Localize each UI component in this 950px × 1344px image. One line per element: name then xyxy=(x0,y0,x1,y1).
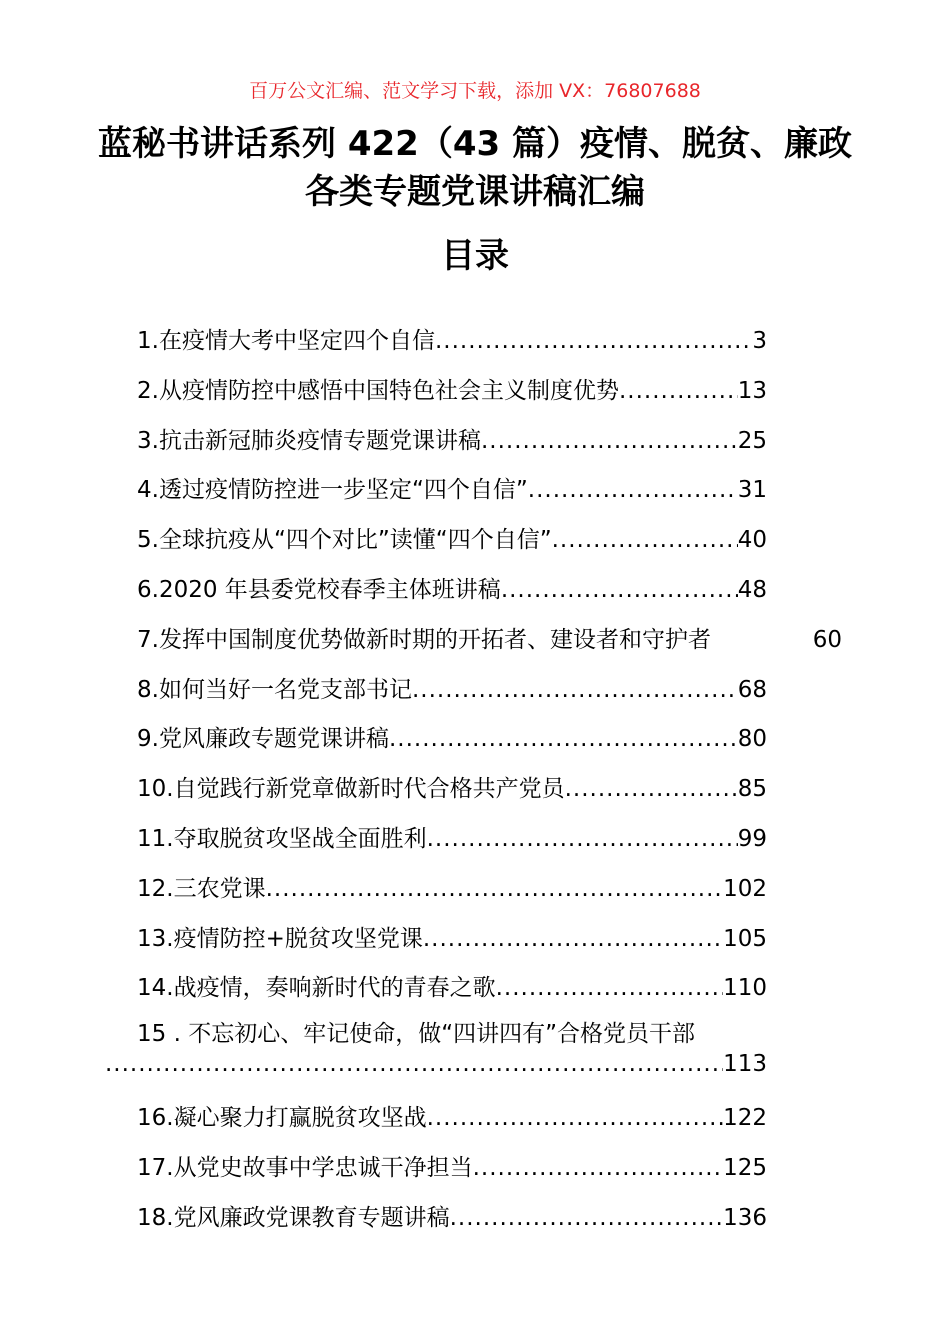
toc-entry[interactable]: 11 . 夺取脱贫攻坚战全面胜利 ..... 99 xyxy=(137,820,767,870)
toc-entry-number: 6 xyxy=(137,576,152,603)
toc-entry-title: 党风廉政专题党课讲稿 xyxy=(158,726,389,753)
toc-entry-number: 15 xyxy=(137,1021,167,1048)
toc-entry-number: 3 xyxy=(137,427,152,454)
leader-dots xyxy=(423,920,723,970)
leader-dots xyxy=(481,422,738,472)
leader-dots xyxy=(266,870,724,920)
toc-entry-title: 夺取脱贫攻坚战全面胜利 xyxy=(173,825,427,852)
leader-dots xyxy=(427,1099,724,1149)
leader-dots xyxy=(105,1049,723,1079)
toc-entry[interactable]: 15 . 不忘初心、牢记使命，做“四讲四有”合格党员干部 ..... 113 xyxy=(137,1019,767,1099)
toc-entry[interactable]: 13 . 疫情防控+脱贫攻坚党课 ..... 105 xyxy=(137,920,767,970)
toc-entry-page: 136 xyxy=(723,1204,767,1231)
toc-entry[interactable]: 12 . 三农党课 ..... 102 xyxy=(137,870,767,920)
leader-dots xyxy=(496,969,724,1019)
toc-entry-page: 80 xyxy=(737,726,767,753)
toc-entry[interactable]: 16 . 凝心聚力打赢脱贫攻坚战 ..... 122 xyxy=(137,1099,767,1149)
leader-dots xyxy=(435,322,752,372)
leader-dots xyxy=(711,621,813,671)
toc-entry-title: 发挥中国制度优势做新时期的开拓者、建设者和守护者 xyxy=(158,626,711,653)
toc-entry[interactable]: 14 . 战疫情，奏响新时代的青春之歌 ..... 110 xyxy=(137,969,767,1019)
toc-entry-title: 全球抗疫从“四个对比”读懂“四个自信” xyxy=(158,527,552,554)
toc-heading: 目录 xyxy=(441,236,509,276)
toc-entry-title: 凝心聚力打赢脱贫攻坚战 xyxy=(173,1105,427,1132)
watermark-banner: 百万公文汇编、范文学习下载，添加 VX：76807688 xyxy=(249,80,701,102)
table-of-contents xyxy=(137,322,842,1249)
toc-entry[interactable]: 1 . 在疫情大考中坚定四个自信 ..... 3 xyxy=(137,322,767,372)
leader-dots xyxy=(565,770,738,820)
toc-entry-page: 31 xyxy=(737,477,767,504)
toc-entry-page: 125 xyxy=(723,1154,767,1181)
toc-entry[interactable]: 6 . 2020 年县委党校春季主体班讲稿 ..... 48 xyxy=(137,571,767,621)
toc-entry-title: 抗击新冠肺炎疫情专题党课讲稿 xyxy=(158,427,481,454)
toc-entry-number: 1 xyxy=(137,328,152,354)
toc-entry-page: 110 xyxy=(723,975,767,1002)
leader-dots xyxy=(619,372,738,422)
toc-entry-page: 113 xyxy=(723,1051,767,1078)
toc-entry-page: 48 xyxy=(737,576,767,603)
toc-entry-number: 16 xyxy=(137,1105,167,1132)
toc-entry-title: 如何当好一名党支部书记 xyxy=(158,676,412,703)
toc-entry-page: 60 xyxy=(812,626,842,653)
toc-entry[interactable]: 10 . 自觉践行新党章做新时代合格共产党员 ..... 85 xyxy=(137,770,767,820)
toc-entry-page: 102 xyxy=(723,875,767,902)
toc-entry[interactable]: 4 . 透过疫情防控进一步坚定“四个自信” ..... 31 xyxy=(137,471,767,521)
toc-entry-page: 3 xyxy=(752,328,767,354)
toc-entry-page: 99 xyxy=(737,825,767,852)
toc-entry-title: 在疫情大考中坚定四个自信 xyxy=(158,328,435,354)
leader-dots xyxy=(450,1199,724,1249)
leader-dots xyxy=(473,1149,724,1199)
toc-entry-title: 疫情防控+脱贫攻坚党课 xyxy=(173,925,423,952)
toc-entry[interactable]: 5 . 全球抗疫从“四个对比”读懂“四个自信” ..... 40 xyxy=(137,521,767,571)
toc-entry[interactable]: 18 . 党风廉政党课教育专题讲稿 ..... 136 xyxy=(137,1199,767,1249)
toc-entry-number: 13 xyxy=(137,925,167,952)
toc-entry-title: 不忘初心、牢记使命，做“四讲四有”合格党员干部 xyxy=(188,1021,696,1048)
toc-entry-number: 4 xyxy=(137,477,152,504)
toc-entry-page: 25 xyxy=(737,427,767,454)
toc-entry-title: 透过疫情防控进一步坚定“四个自信” xyxy=(158,477,528,504)
toc-entry[interactable]: 7 . 发挥中国制度优势做新时期的开拓者、建设者和守护者 60 xyxy=(137,621,842,671)
leader-dots xyxy=(389,720,738,770)
toc-entry-page: 105 xyxy=(723,925,767,952)
leader-dots xyxy=(427,820,738,870)
leader-dots xyxy=(412,671,738,721)
toc-entry-page: 68 xyxy=(737,676,767,703)
toc-entry-page: 85 xyxy=(737,776,767,803)
toc-entry-title: 战疫情，奏响新时代的青春之歌 xyxy=(173,975,496,1002)
leader-dots xyxy=(552,521,738,571)
leader-dots xyxy=(501,571,738,621)
toc-entry-number: 10 xyxy=(137,776,167,803)
toc-entry-title: 从党史故事中学忠诚干净担当 xyxy=(173,1154,473,1181)
toc-entry-title: 2020 年县委党校春季主体班讲稿 xyxy=(158,576,501,603)
toc-entry[interactable]: 8 . 如何当好一名党支部书记 ..... 68 xyxy=(137,671,767,721)
leader-dots xyxy=(528,471,738,521)
toc-entry-number: 14 xyxy=(137,975,167,1002)
toc-entry-page: 40 xyxy=(737,527,767,554)
toc-entry[interactable]: 17 . 从党史故事中学忠诚干净担当 ..... 125 xyxy=(137,1149,767,1199)
toc-entry[interactable]: 9 . 党风廉政专题党课讲稿 ..... 80 xyxy=(137,720,767,770)
toc-entry[interactable]: 2 . 从疫情防控中感悟中国特色社会主义制度优势 ..... 13 xyxy=(137,372,767,422)
toc-entry-number: 8 xyxy=(137,676,152,703)
document-title: 蓝秘书讲话系列 422（43 篇）疫情、脱贫、廉政各类专题党课讲稿汇编 xyxy=(98,124,852,212)
toc-entry-number: 7 xyxy=(137,626,152,653)
toc-entry-title: 三农党课 xyxy=(173,875,266,902)
toc-entry-number: 17 xyxy=(137,1154,167,1181)
toc-entry[interactable]: 3 . 抗击新冠肺炎疫情专题党课讲稿 ..... 25 xyxy=(137,422,767,472)
toc-entry-number: 11 xyxy=(137,825,167,852)
toc-entry-number: 12 xyxy=(137,875,167,902)
toc-entry-title: 从疫情防控中感悟中国特色社会主义制度优势 xyxy=(158,377,619,404)
toc-entry-number: 18 xyxy=(137,1204,167,1231)
toc-entry-number: 9 xyxy=(137,726,152,753)
toc-entry-page: 13 xyxy=(737,377,767,404)
toc-entry-title: 自觉践行新党章做新时代合格共产党员 xyxy=(173,776,565,803)
toc-entry-number: 2 xyxy=(137,377,152,404)
toc-entry-number: 5 xyxy=(137,527,152,554)
toc-entry-title: 党风廉政党课教育专题讲稿 xyxy=(173,1204,450,1231)
toc-entry-page: 122 xyxy=(723,1105,767,1132)
